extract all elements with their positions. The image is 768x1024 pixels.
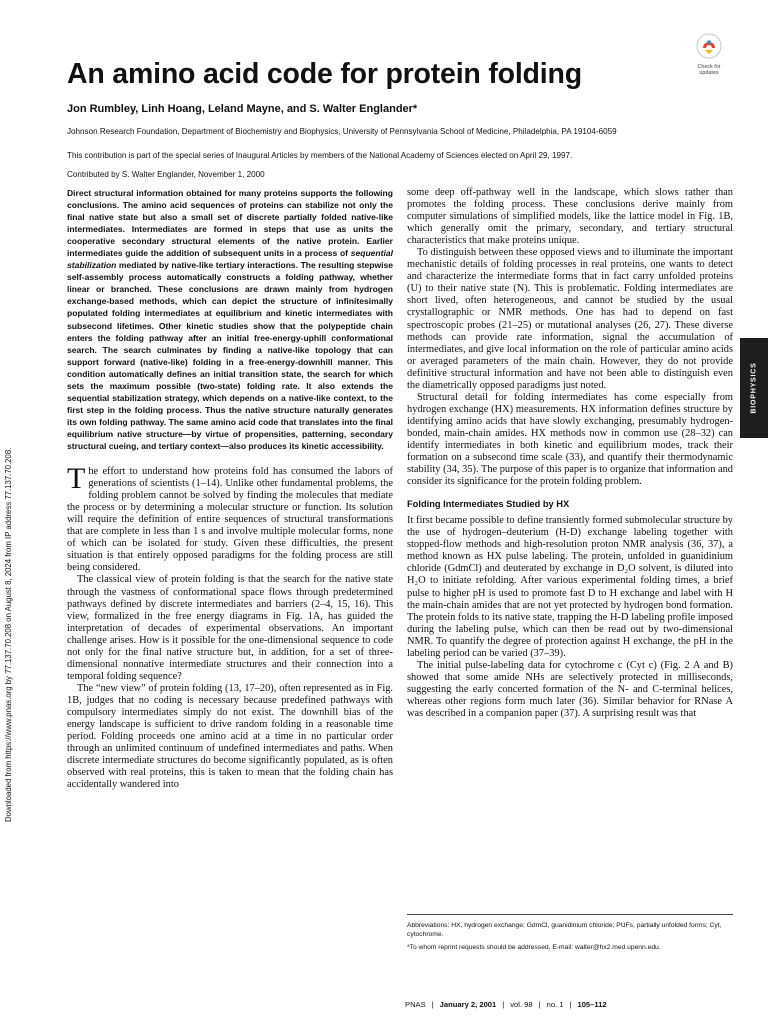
footnote-abbreviations: Abbreviations: HX, hydrogen exchange; GdmCl, guanidinium chloride; PUFs, partially unfolded forms; Cyt, cytochrome.	[407, 922, 722, 938]
body-paragraph: Structural detail for folding intermediates has come especially from hydrogen exchange (HX) measurements. HX information defines structure by identifying amino acids that have slowly exchanging, presumably hydrogen-bonded, main-chain amides. HX methods now in common use (28–32) can identify intermediates in both kinetic and equilibrium modes, track their formation on a subsecond time scale (33), and quantify their thermodynamic stability (34, 35). The purpose of this paper is to organize that information and consider its significance for the protein folding problem.	[407, 391, 733, 488]
footnote-reprints: *To whom reprint requests should be addressed. E-mail: walter@hx2.med.upenn.edu.	[407, 944, 661, 951]
check-for-updates-badge[interactable]	[692, 33, 726, 77]
intro-paragraph-2: The classical view of protein folding is that the search for the native state through the vastness of conformational space flows through predetermined pathways defined by discrete intermediates and barriers (2–4, 15, 16). This view, formalized in the free energy diagrams in Fig. 1A, has guided the interpretation of decades of experimental observations. An important challenge arises. How is it possible for the one-dimensional sequence to code not only for the final native structure but, in addition, for a set of three-dimensional nonnative intermediate structures and their connection into a temporal folding sequence?	[67, 574, 393, 682]
section-tab-label: BIOPHYSICS	[750, 362, 758, 414]
affiliation: Johnson Research Foundation, Department of Biochemistry and Biophysics, University of Pennsylvania School of Medicine, Philadelphia, PA 19104-6059	[67, 127, 617, 136]
footer-pages: 105–112	[577, 1000, 607, 1009]
body-paragraph: The initial pulse-labeling data for cytochrome c (Cyt c) (Fig. 2 A and B) showed that some amide NHs are selectively protected in milliseconds, suggesting the early concerted formation of the N- and C-terminal helices, whereas other regions form much later (36). Similar behavior for RNase A was described in a companion paper (37). A surprising result was that	[407, 659, 733, 719]
footer-volume: vol. 98	[510, 1000, 533, 1009]
check-updates-icon	[696, 33, 722, 59]
footnotes	[407, 914, 733, 956]
body-paragraph-continued: some deep off-pathway well in the landscape, which slows rather than promotes the folding process. These conclusions derive mainly from computer simulations of simplified models, like the lattice model in Fig. 1B, which generally omit the primary, secondary, and tertiary structural characteristics that make proteins unique.	[407, 187, 733, 247]
footer-date: January 2, 2001	[439, 1000, 497, 1009]
intro-paragraph-3: The “new view” of protein folding (13, 17–20), often represented as in Fig. 1B, judges that no coding is necessary because predefined pathways with compulsory intermediates simply do not exist. The downhill bias of the energy landscape is sufficient to drive random folding in a reasonable time period. Folding proceeds one amino acid at a time in no particular order through an unlimited continuum of undefined intermediates and paths. When discrete intermediate structures do become significantly populated, as is often observed with real proteins, this is taken to mean that the folding chain has accidentally wandered into	[67, 682, 393, 791]
article-title: An amino acid code for protein folding	[67, 58, 582, 90]
download-note: Downloaded from https://www.pnas.org by 77.137.70.208 on August 8, 2024 from IP address 77.137.70.208.	[4, 447, 13, 822]
abstract: Direct structural information obtained for many proteins supports the following conclusions. The amino acid sequences of proteins can stabilize not only the final native state but also a small set of discrete partially folded native-like intermediates. Intermediates are formed in steps that use as units the cooperative secondary structural elements of the native protein. Earlier intermediates guide the addition of subsequent units in a process of sequential stabilization mediated by native-like tertiary interactions. The resulting stepwise self-assembly process automatically constructs a folding pathway, whether linear or branched. These conclusions are drawn mainly from hydrogen exchange-based methods, which can depict the structure of infinitesimally populated folding intermediates at equilibrium and kinetic intermediates with subsecond lifetimes. Other kinetic studies show that the polypeptide chain enters the folding pathway after an initial free-energy-uphill conformational search. The search culminates by finding a native-like topology that can support forward (native-like) folding in a free-energy-downhill manner. This condition automatically defines an initial transition state, the search for which sets the maximum possible (two-state) folding rate. It also extends the sequential stabilization strategy, which depends on a native-like context, to the first step in the folding process. Thus the native structure naturally generates its own folding pathway. The same amino acid code that translates into the final equilibrium native structure—by virtue of propensities, patterning, secondary structural cueing, and tertiary context—also produces its kinetic accessibility.	[67, 188, 393, 451]
intro-paragraph-1: The effort to understand how proteins fold has consumed the labors of generations of scientists (1–14). Unlike other fundamental problems, the folding problem cannot be solved by finding the molecules that mediate the process or by determining a molecular structure or function. Its solution will require the definition of entire sequences of structural transformations that are complete in less than 1 s and involve multiple molecular forms, none of which can be isolated for study. Given these difficulties, the present situation is that entirely opposed paradigms for the folding process are still being considered.	[67, 462, 393, 574]
section-tab	[740, 338, 768, 438]
author-list: Jon Rumbley, Linh Hoang, Leland Mayne, and S. Walter Englander*	[67, 103, 418, 115]
page-footer: PNAS | January 2, 2001 | vol. 98 | no. 1 | 105–112	[405, 1000, 607, 1009]
right-column	[407, 187, 733, 720]
check-updates-label: Check for updates	[697, 64, 721, 77]
series-note: This contribution is part of the special series of Inaugural Articles by members of the National Academy of Sciences elected on April 29, 1997.	[67, 151, 573, 160]
section-heading: Folding Intermediates Studied by HX	[407, 499, 570, 510]
drop-cap: T	[67, 462, 86, 496]
left-column	[67, 187, 393, 791]
footer-journal: PNAS	[405, 1000, 426, 1009]
body-paragraph: To distinguish between these opposed views and to illuminate the important mechanistic details of folding processes in real proteins, one wants to detect and characterize the intermediate forms that in fact carry unfolded proteins (U) to their native state (N). This is problematic. Folding intermediates are short lived, often heterogeneous, and cannot be studied by the usual crystallographic or NMR methods. One has had to depend on fast spectroscopic probes (21–25) or mutational analyses (26, 27). These diverse methods can provide rate information, signal the accumulation of intermediates, and give local information on the role of particular amino acids or averaged parameters of the main chain. However, they do not provide definitive structural information and have not been able to distinguish even the diametrically opposed paradigms just noted.	[407, 247, 733, 391]
body-paragraph: It first became possible to define transiently formed submolecular structure by the use of hydrogen–deuterium (H-D) exchange labeling together with stopped-flow methods and high-resolution proton NMR analysis (36, 37), a method known as HX pulse labeling. The protein, unfolded in guanidinium chloride (GdmCl) and deuterated by exchange in D₂O solvent, is diluted into H₂O to initiate refolding. After various experimental folding times, a brief pulse to higher pH is used to promote fast D to H exchange and label with H the main-chain amides that are not yet protected by hydrogen bond formation. The protein folds to its native state, trapping the H-D labeling profile imposed during the labeling pulse, which can then be read out by two-dimensional NMR. To quantify the degree of protection against H exchange, the pH in the labeling period can be varied (37–39).	[407, 515, 733, 659]
abstract-emphasis: sequential stabilization	[67, 248, 393, 271]
footer-issue: no. 1	[546, 1000, 564, 1009]
contributed-by: Contributed by S. Walter Englander, November 1, 2000	[67, 170, 265, 179]
